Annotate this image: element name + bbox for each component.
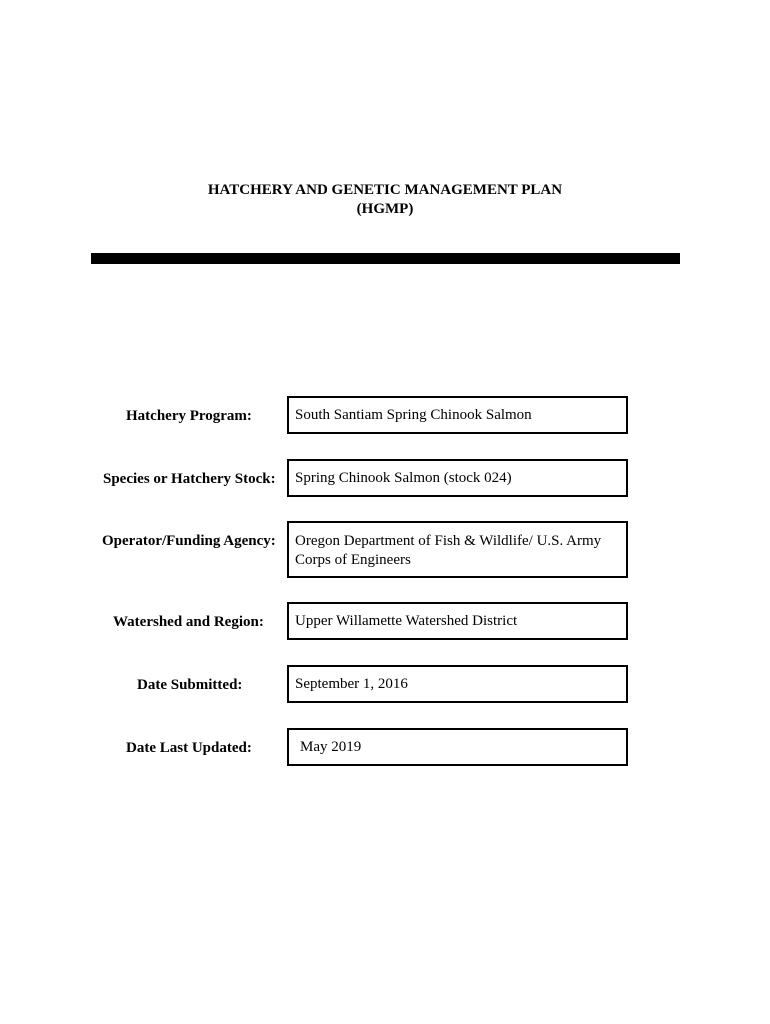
watershed-region-value: Upper Willamette Watershed District: [295, 613, 518, 629]
operator-agency-field: [287, 521, 628, 578]
title-line-1: HATCHERY AND GENETIC MANAGEMENT PLAN: [207, 182, 563, 198]
operator-agency-value-line1: Oregon Department of Fish & Wildlife/ U.S. Army: [295, 533, 602, 549]
watershed-region-label: Watershed and Region:: [113, 614, 264, 630]
date-submitted-value: September 1, 2016: [295, 676, 408, 692]
title-divider: [91, 253, 680, 264]
document-title: [0, 181, 770, 219]
hatchery-program-value: South Santiam Spring Chinook Salmon: [295, 407, 532, 423]
date-last-updated-label: Date Last Updated:: [126, 740, 252, 756]
species-stock-label: Species or Hatchery Stock:: [103, 471, 276, 487]
date-submitted-label: Date Submitted:: [137, 677, 243, 693]
date-submitted-field: [287, 665, 628, 703]
date-last-updated-field: [287, 728, 628, 766]
date-last-updated-value: May 2019: [300, 739, 362, 755]
operator-agency-label: Operator/Funding Agency:: [102, 533, 276, 549]
operator-agency-value-line2: Corps of Engineers: [295, 552, 411, 568]
species-stock-field: [287, 459, 628, 497]
watershed-region-field: [287, 602, 628, 640]
hatchery-program-label: Hatchery Program:: [126, 408, 252, 424]
species-stock-value: Spring Chinook Salmon (stock 024): [295, 470, 512, 486]
title-line-2: (HGMP): [356, 201, 414, 217]
hatchery-program-field: [287, 396, 628, 434]
